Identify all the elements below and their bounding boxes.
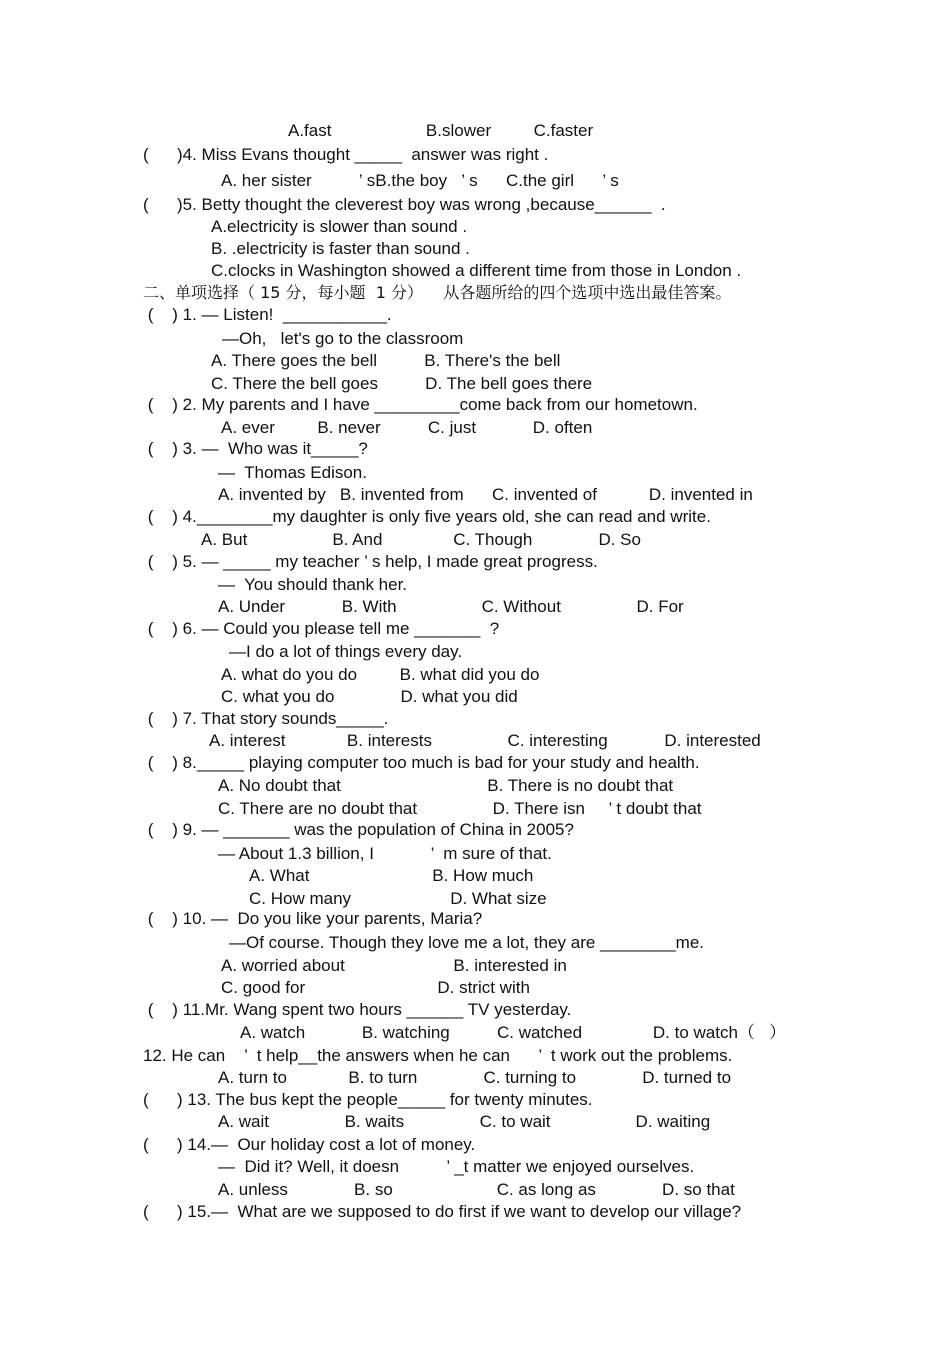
line-6: B. .electricity is faster than sound . [211,239,470,258]
line-14: A. ever B. never C. just D. often [221,418,593,437]
line-42: 12. He can ’ t help__the answers when he can ’ t work out the problems. [143,1046,733,1065]
line-29: ( ) 8._____ playing computer too much is bad for your study and health. [143,753,700,772]
line-11: A. There goes the bell B. There's the bell [211,351,561,370]
line-37: —Of course. Though they love me a lot, they are ________me. [229,933,705,952]
line-41: A. watch B. watching C. watched D. to watch（ ） [240,1023,787,1042]
line-23: ( ) 6. — Could you please tell me _______ ? [143,619,500,638]
line-4: ( )5. Betty thought the cleverest boy was wrong ,because______ . [143,195,666,214]
line-20: ( ) 5. — _____ my teacher ’ s help, I made great progress. [143,552,598,571]
line-47: — Did it? Well, it doesn ’ _t matter we enjoyed ourselves. [218,1157,695,1176]
line-45: A. wait B. waits C. to wait D. waiting [218,1112,711,1131]
line-26: C. what you do D. what you did [221,687,518,706]
line-39: C. good for D. strict with [221,978,530,997]
line-21: — You should thank her. [218,575,408,594]
line-15: ( ) 3. — Who was it_____? [143,439,368,458]
line-1: A.fast B.slower C.faster [288,121,594,140]
line-34: A. What B. How much [249,866,534,885]
line-32: ( ) 9. — _______ was the population of China in 2005? [143,820,574,839]
line-30: A. No doubt that B. There is no doubt that [218,776,674,795]
line-7: C.clocks in Washington showed a different time from those in London . [211,261,742,280]
line-38: A. worried about B. interested in [221,956,567,975]
section-heading: 二、单项选择（ 15 分，每小题 1 分） 从各题所给的四个选项中选出最佳答案。 [143,283,732,302]
line-33: — About 1.3 billion, I ’ m sure of that. [218,844,552,863]
line-10: —Oh, let's go to the classroom [222,329,464,348]
line-48: A. unless B. so C. as long as D. so that [218,1180,735,1199]
line-13: ( ) 2. My parents and I have _________come back from our hometown. [143,395,698,414]
line-3: A. her sister ’ sB.the boy ’ s C.the girl ’ s [221,171,619,190]
line-27: ( ) 7. That story sounds_____. [143,709,389,728]
line-12: C. There the bell goes D. The bell goes there [211,374,593,393]
line-25: A. what do you do B. what did you do [221,665,540,684]
line-2: ( )4. Miss Evans thought _____ answer was right . [143,145,549,164]
line-44: ( ) 13. The bus kept the people_____ for twenty minutes. [143,1090,593,1109]
line-9: ( ) 1. — Listen! ___________. [143,305,392,324]
line-17: A. invented by B. invented from C. invented of D. invented in [218,485,753,504]
line-28: A. interest B. interests C. interesting D. interested [209,731,761,750]
line-46: ( ) 14.— Our holiday cost a lot of money. [143,1135,476,1154]
line-19: A. But B. And C. Though D. So [201,530,641,549]
line-49: ( ) 15.— What are we supposed to do first if we want to develop our village? [143,1202,742,1221]
line-31: C. There are no doubt that D. There isn ’ t doubt that [218,799,702,818]
line-36: ( ) 10. — Do you like your parents, Maria? [143,909,483,928]
line-18: ( ) 4.________my daughter is only five years old, she can read and write. [143,507,711,526]
line-43: A. turn to B. to turn C. turning to D. turned to [218,1068,732,1087]
line-35: C. How many D. What size [249,889,547,908]
line-5: A.electricity is slower than sound . [211,217,468,236]
line-24: —I do a lot of things every day. [229,642,463,661]
line-22: A. Under B. With C. Without D. For [218,597,684,616]
line-40: ( ) 11.Mr. Wang spent two hours ______ TV yesterday. [143,1000,572,1019]
line-16: — Thomas Edison. [218,463,367,482]
